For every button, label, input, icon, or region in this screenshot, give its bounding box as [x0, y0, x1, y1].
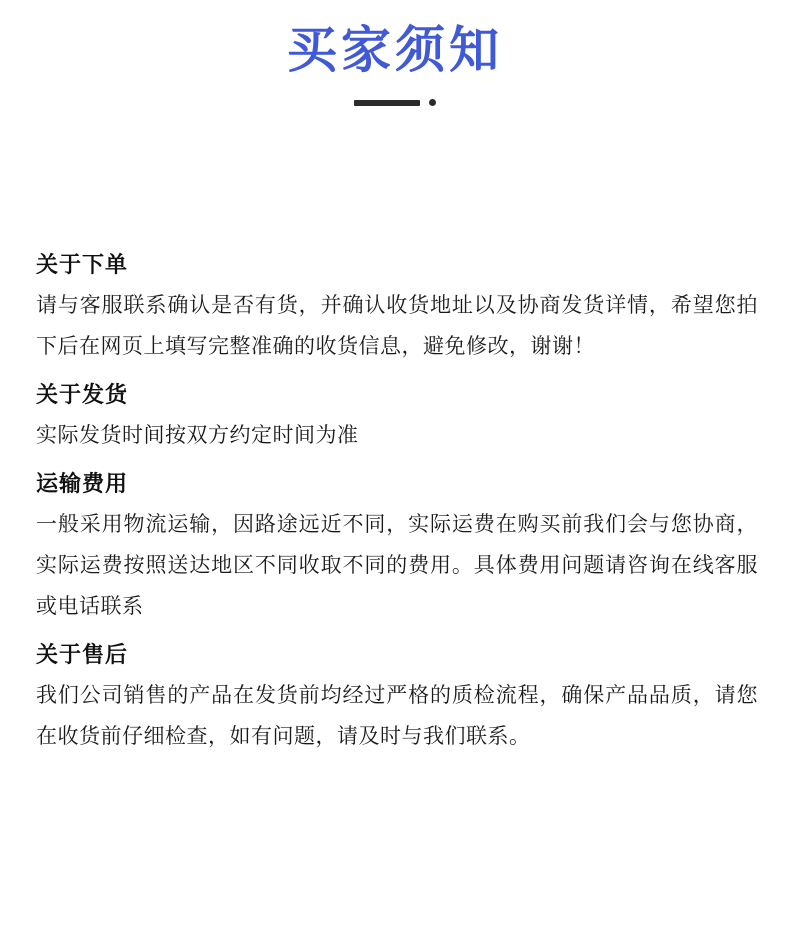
section-after-sales: [36, 638, 758, 758]
section-title: 关于发货: [36, 381, 129, 407]
section-body: 我们公司销售的产品在发货前均经过严格的质检流程，确保产品品质，请您在收货前仔细检查，如有问题，请及时与我们联系。: [36, 684, 758, 748]
section-freight: [36, 467, 758, 628]
section-body: 一般采用物流运输，因路途远近不同，实际运费在购买前我们会与您协商，实际运费按照送达地区不同收取不同的费用。具体费用问题请咨询在线客服或电话联系: [36, 513, 758, 618]
section-body: 实际发货时间按双方约定时间为准: [36, 424, 359, 448]
page-header: [0, 0, 790, 110]
section-shipping: [36, 378, 758, 457]
divider-bar-icon: [354, 100, 420, 106]
divider-dot-icon: [429, 99, 436, 106]
section-body: 请与客服联系确认是否有货，并确认收货地址以及协商发货详情，希望您拍下后在网页上填写完整准确的收货信息，避免修改，谢谢！: [36, 294, 758, 359]
section-title: 关于售后: [36, 641, 129, 667]
title-divider: [0, 96, 790, 110]
page-title: 买家须知: [287, 22, 503, 78]
section-title: 运输费用: [36, 471, 129, 496]
section-ordering: [36, 248, 758, 368]
section-title: 关于下单: [36, 252, 129, 277]
notice-content: [36, 248, 758, 768]
